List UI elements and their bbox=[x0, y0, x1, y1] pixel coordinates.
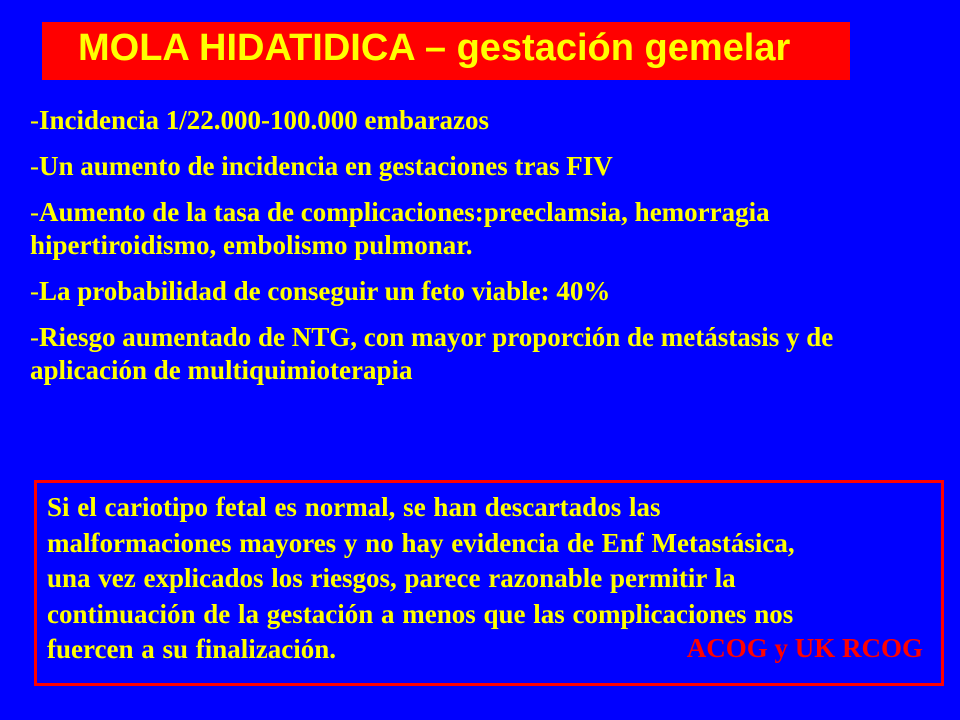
title-box bbox=[42, 22, 850, 80]
recommendation-line: una vez explicados los riesgos, parece razonable permitir la bbox=[47, 563, 736, 593]
bullet-text: Riesgo aumentado de NTG, con mayor proporción de metástasis y de aplicación de multiquimioterapia bbox=[30, 322, 834, 385]
recommendation-line: malformaciones mayores y no hay evidencia de Enf Metastásica, bbox=[47, 527, 795, 558]
bullet-text: La probabilidad de conseguir un feto viable: 40% bbox=[39, 276, 611, 306]
bullet-text: Aumento de la tasa de complicaciones:preeclamsia, hemorragia hipertiroidismo, embolismo pulmonar. bbox=[30, 197, 770, 260]
source-citation: ACOG y UK RCOG bbox=[686, 633, 923, 663]
bullet-text: Incidencia 1/22.000-100.000 embarazos bbox=[39, 105, 489, 135]
bullet-dash: - bbox=[30, 105, 39, 135]
bullet-text: Un aumento de incidencia en gestaciones tras FIV bbox=[39, 151, 613, 181]
bullet-item bbox=[30, 275, 930, 308]
bullet-item bbox=[30, 321, 930, 387]
recommendation-line: fuercen a su finalización. bbox=[47, 634, 336, 664]
bullet-dash: - bbox=[30, 151, 39, 181]
bullet-dash: - bbox=[30, 322, 39, 352]
recommendation-line: Si el cariotipo fetal es normal, se han descartados las bbox=[47, 492, 661, 522]
bullet-item bbox=[30, 196, 930, 262]
bullet-dash: - bbox=[30, 197, 39, 227]
bullet-item bbox=[30, 150, 930, 183]
bullet-list bbox=[30, 104, 930, 400]
bullet-item bbox=[30, 104, 930, 137]
recommendation-box bbox=[34, 480, 944, 686]
bullet-dash: - bbox=[30, 276, 39, 306]
slide-title: MOLA HIDATIDICA – gestación gemelar bbox=[78, 27, 791, 69]
recommendation-line: continuación de la gestación a menos que las complicaciones nos bbox=[47, 598, 794, 629]
